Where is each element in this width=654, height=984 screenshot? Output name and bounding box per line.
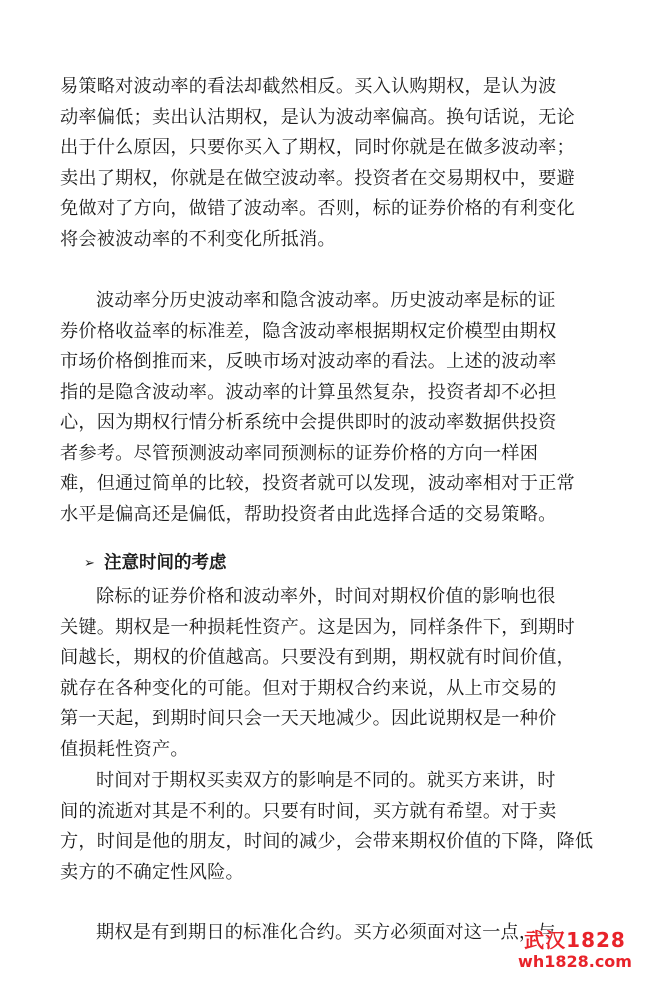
text-line: 易策略对波动率的看法却截然相反。买入认购期权，是认为波 bbox=[60, 76, 557, 97]
section-heading-text: 注意时间的考虑 bbox=[104, 553, 227, 573]
text-line: 市场价格倒推而来，反映市场对波动率的看法。上述的波动率 bbox=[60, 351, 557, 372]
text-line: 第一天起，到期时间只会一天天地减少。因此说期权是一种价 bbox=[60, 708, 557, 729]
text-line: 免做对了方向，做错了波动率。否则，标的证券价格的有利变化 bbox=[60, 198, 575, 219]
paragraph-3 bbox=[60, 582, 580, 765]
section-heading bbox=[84, 549, 227, 577]
text-line: 动率偏低；卖出认沽期权，是认为波动率偏高。换句话说，无论 bbox=[60, 106, 575, 128]
watermark-title: 武汉1828 bbox=[524, 928, 626, 952]
text-line: 间的流逝对其是不利的。只要有时间，买方就有希望。对于卖 bbox=[60, 800, 557, 822]
text-line: 者参考。尽管预测波动率同预测标的证券价格的方向一样困 bbox=[60, 442, 539, 464]
text-line: 将会被波动率的不利变化所抵消。 bbox=[60, 228, 336, 250]
paragraph-4 bbox=[60, 766, 594, 888]
text-line: 期权是有到期日的标准化合约。买方必须面对这一点，与 bbox=[96, 922, 556, 943]
text-line: 心，因为期权行情分析系统中会提供即时的波动率数据供投资 bbox=[60, 412, 557, 433]
text-line: 关键。期权是一种损耗性资产。这是因为，同样条件下，到期时 bbox=[60, 616, 575, 638]
text-line: 波动率分历史波动率和隐含波动率。历史波动率是标的证 bbox=[96, 290, 556, 311]
text-line: 方，时间是他的朋友，时间的减少，会带来期权价值的下降，降低 bbox=[60, 831, 594, 852]
text-line: 出于什么原因，只要你买入了期权，同时你就是在做多波动率； bbox=[60, 137, 575, 158]
text-line: 就存在各种变化的可能。但对于期权合约来说，从上市交易的 bbox=[60, 677, 557, 699]
text-line: 值损耗性资产。 bbox=[60, 738, 189, 760]
watermark-logo bbox=[502, 928, 648, 978]
paragraph-1 bbox=[60, 72, 580, 255]
text-line: 时间对于期权买卖双方的影响是不同的。就买方来讲，时 bbox=[96, 770, 556, 791]
text-line: 难，但通过简单的比较，投资者就可以发现，波动率相对于正常 bbox=[60, 473, 575, 494]
paragraph-2 bbox=[60, 286, 580, 530]
text-line: 指的是隐含波动率。波动率的计算虽然复杂，投资者却不必担 bbox=[60, 381, 557, 403]
text-line: 间越长，期权的价值越高。只要没有到期，期权就有时间价值， bbox=[60, 647, 575, 668]
watermark-url: wh1828.com bbox=[518, 952, 632, 971]
text-line: 卖方的不确定性风险。 bbox=[60, 861, 244, 883]
text-line: 卖出了期权，你就是在做空波动率。投资者在交易期权中，要避 bbox=[60, 167, 575, 189]
arrow-bullet-icon: ➢ bbox=[84, 556, 95, 571]
text-line: 水平是偏高还是偏低，帮助投资者由此选择合适的交易策略。 bbox=[60, 503, 557, 525]
text-line: 除标的证券价格和波动率外，时间对期权价值的影响也很 bbox=[96, 586, 556, 607]
text-line: 券价格收益率的标准差，隐含波动率根据期权定价模型由期权 bbox=[60, 320, 557, 342]
